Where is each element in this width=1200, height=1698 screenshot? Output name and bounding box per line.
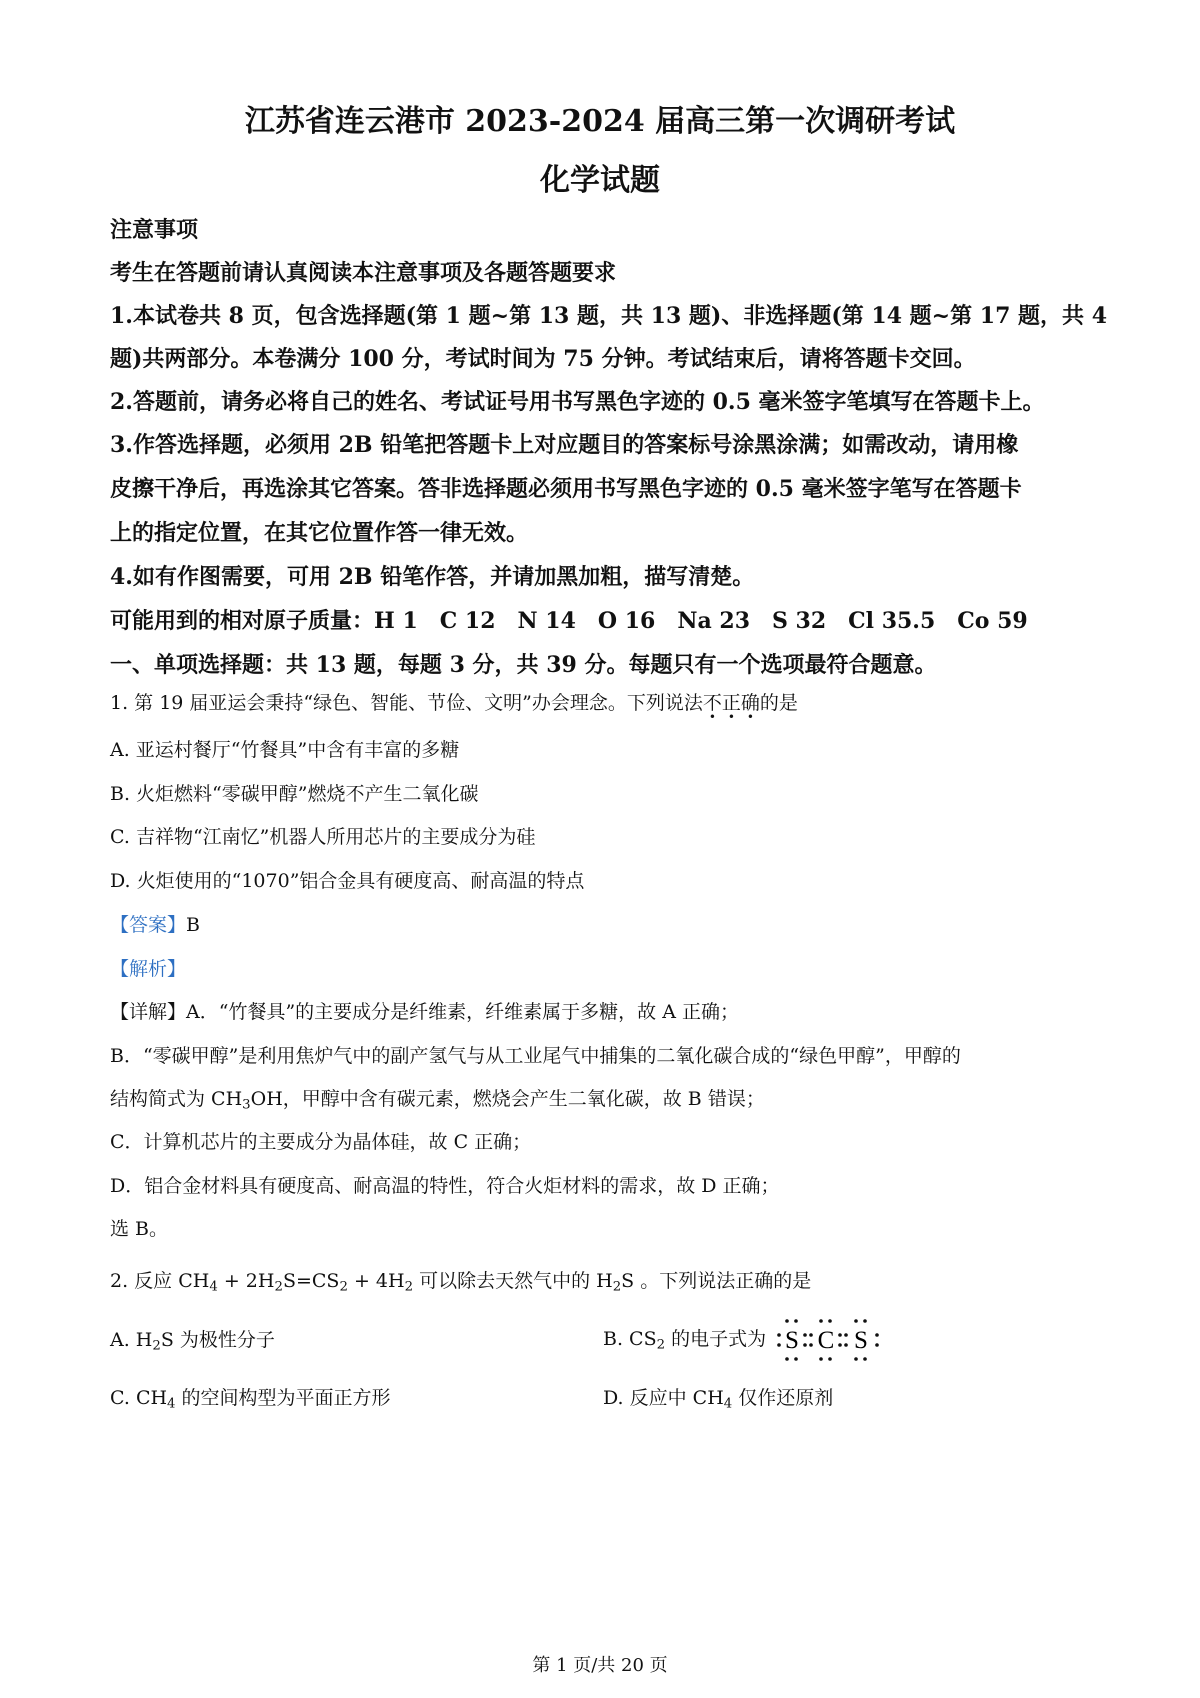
lewis-atom-s-right: S (854, 1327, 869, 1354)
q2-option-a: A. $H_2S$ 为极性分子 (110, 1329, 275, 1354)
q1-stem-prefix: 1. 第 19 届亚运会秉持“绿色、智能、节俭、文明”办会理念。下列说法 (110, 692, 703, 714)
q1-option-a: A. 亚运村餐厅“竹餐具”中含有丰富的多糖 (110, 739, 460, 761)
q1-detail-a: 【详解】A．“竹餐具”的主要成分是纤维素，纤维素属于多糖，故 A 正确； (110, 1001, 739, 1023)
q1-detail-d: D．铝合金材料具有硬度高、耐高温的特性，符合火炬材料的需求，故 D 正确； (110, 1175, 780, 1197)
atomic-masses: 可能用到的相对原子质量：H 1 C 12 N 14 O 16 Na 23 S 32 Cl 35.5 Co 59 (110, 608, 1028, 634)
q1-answer (110, 910, 200, 937)
q2-stem: 2. 反应 $CH_4 + 2H_2S=CS_2 + 4H_2$ 可以除去天然气中的 $H_2S$ 。下列说法正确的是 (110, 1270, 812, 1295)
analysis-tag: 【解析】 (110, 958, 187, 980)
answer-value: B (186, 914, 200, 936)
q1-stem-suffix: 的是 (759, 692, 798, 714)
q1-conclusion: 选 B。 (110, 1218, 169, 1240)
q2-option-d: D. 反应中 $CH_4$ 仅作还原剂 (603, 1387, 834, 1412)
exam-subtitle: 化学试题 (540, 163, 660, 198)
notice-item-4: 4.如有作图需要，可用 2B 铅笔作答，并请加黑加粗，描写清楚。 (110, 564, 755, 590)
q2-option-b: B. $CS_2$ 的电子式为 S C S (603, 1318, 882, 1362)
notice-intro: 考生在答题前请认真阅读本注意事项及各题答题要求 (110, 260, 617, 286)
q1-detail-c: C．计算机芯片的主要成分为晶体硅，故 C 正确； (110, 1131, 532, 1153)
q1-detail-b-line-2: 结构简式为 $CH_3OH$，甲醇中含有碳元素，燃烧会产生二氧化碳，故 B 错误； (110, 1088, 765, 1113)
lewis-atom-s-left: S (785, 1327, 800, 1354)
notice-item-3-line-3: 上的指定位置，在其它位置作答一律无效。 (110, 520, 529, 546)
q2-option-c: C. $CH_4$ 的空间构型为平面正方形 (110, 1387, 391, 1412)
q1-option-c: C. 吉祥物“江南忆”机器人所用芯片的主要成分为硅 (110, 826, 536, 848)
cs2-lewis-structure (776, 1318, 882, 1362)
lewis-dots-svg (776, 1318, 882, 1362)
notice-heading: 注意事项 (110, 217, 199, 243)
exam-title: 江苏省连云港市 2023-2024 届高三第一次调研考试 (244, 104, 956, 139)
page-footer: 第 1 页/共 20 页 (532, 1655, 668, 1676)
notice-item-2: 2.答题前，请务必将自己的姓名、考试证号用书写黑色字迹的 0.5 毫米签字笔填写在答题卡上。 (110, 389, 1045, 415)
q1-detail-b-line-1: B．“零碳甲醇”是利用焦炉气中的副产氢气与从工业尾气中捕集的二氧化碳合成的“绿色甲醇”，甲醇的 (110, 1045, 961, 1067)
notice-item-1-line-2: 题)共两部分。本卷满分 100 分，考试时间为 75 分钟。考试结束后，请将答题卡交回。 (110, 346, 976, 372)
q1-stem (110, 688, 798, 724)
emphasis-dots: • • • (708, 710, 754, 724)
q1-option-d: D. 火炬使用的“1070”铝合金具有硬度高、耐高温的特点 (110, 870, 585, 892)
notice-item-1-line-1: 1.本试卷共 8 页，包含选择题(第 1 题~第 13 题，共 13 题)、非选择题(第 14 题~第 17 题，共 4 (110, 303, 1108, 329)
q1-option-b: B. 火炬燃料“零碳甲醇”燃烧不产生二氧化碳 (110, 783, 479, 805)
notice-item-3-line-2: 皮擦干净后，再选涂其它答案。答非选择题必须用书写黑色字迹的 0.5 毫米签字笔写在答题卡 (110, 476, 1022, 502)
detail-tag: 【详解】 (110, 1001, 187, 1023)
q1-stem-emphasis: 不正确 • • • (702, 692, 760, 724)
lewis-atom-c: C (817, 1327, 835, 1354)
notice-item-3-line-1: 3.作答选择题，必须用 2B 铅笔把答题卡上对应题目的答案标号涂黑涂满；如需改动，请用橡 (110, 432, 1019, 458)
answer-tag: 【答案】 (110, 914, 187, 936)
section-1-heading: 一、单项选择题：共 13 题，每题 3 分，共 39 分。每题只有一个选项最符合题意。 (110, 652, 937, 678)
